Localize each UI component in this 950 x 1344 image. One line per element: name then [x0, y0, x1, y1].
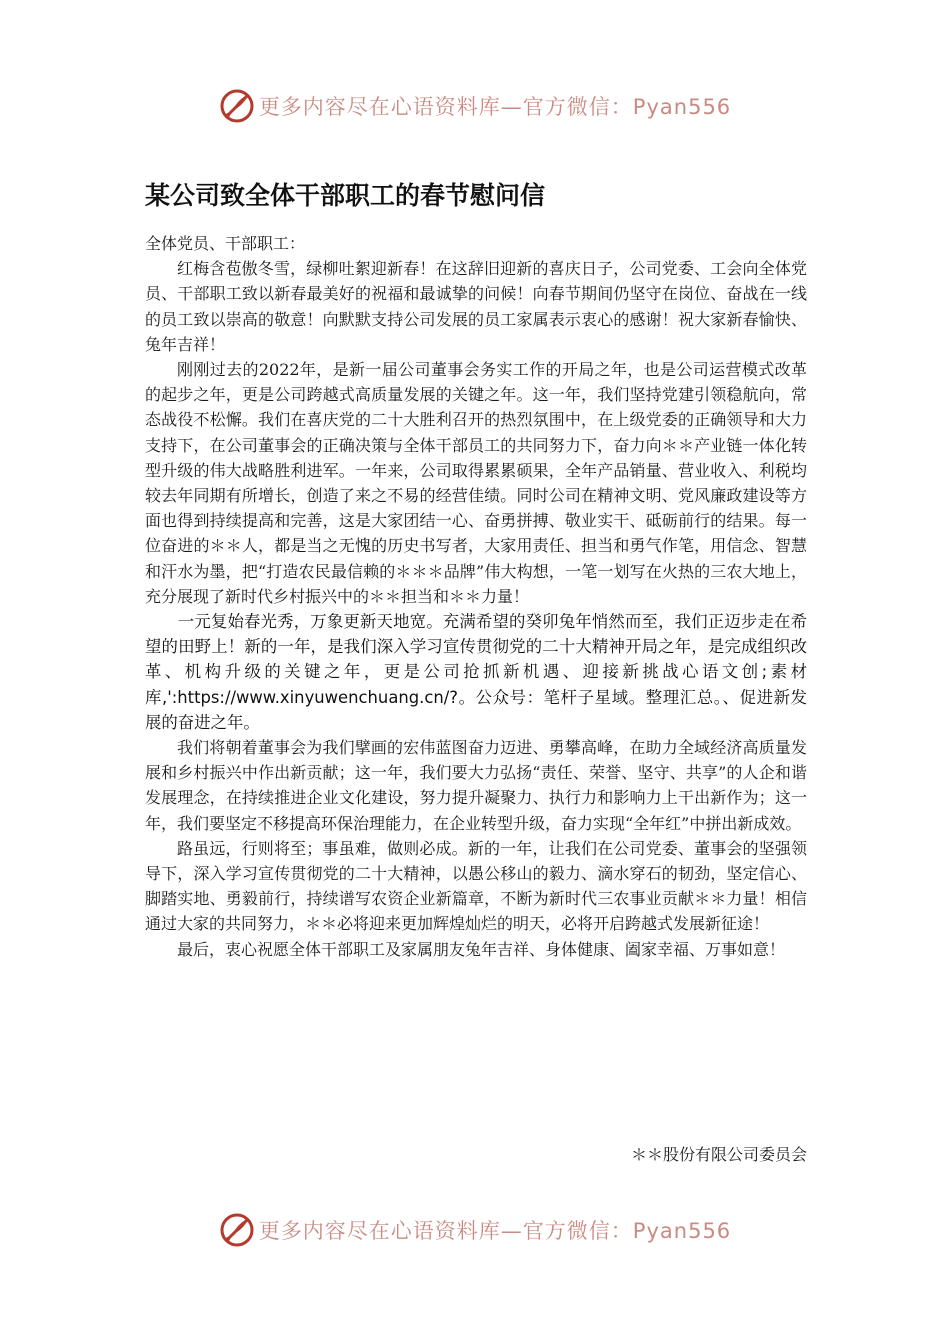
paragraph: 路虽远，行则将至；事虽难，做则必成。新的一年，让我们在公司党委、董事会的坚强领导下，深入学习宣传贯彻党的二十大精神，以愚公移山的毅力、滴水穿石的韧劲，坚定信心、脚踏实地、勇毅前行，持续谱写农资企业新篇章，不断为新时代三农事业贡献＊＊力量！相信通过大家的共同努力，＊＊必将迎来更加辉煌灿烂的明天，必将开启跨越式发展新征途！ [145, 838, 807, 934]
paragraph: 我们将朝着董事会为我们擘画的宏伟蓝图奋力迈进、勇攀高峰，在助力全域经济高质量发展和乡村振兴中作出新贡献；这一年，我们要大力弘扬“责任、荣誉、坚守、共享”的人企和谐发展理念，在持续推进企业文化建设，努力提升凝聚力、执行力和影响力上干出新作为；这一年，我们要坚定不移提高环保治理能力，在企业转型升级，奋力实现“全年红”中拼出新成效。 [145, 738, 807, 833]
signature: ＊＊股份有限公司委员会 [630, 1145, 807, 1164]
quill-logo-icon [219, 88, 255, 124]
paragraph: 一元复始春光秀，万象更新天地宽。充满希望的癸卯兔年悄然而至，我们正迈步走在希望的田野上！新的一年，是我们深入学习宣传贯彻党的二十大精神开局之年，是完成组织改革、机构升级的关键之年，更是公司抢抓新机遇、迎接新挑战心语文创;素材库,':https://www.xinyuwenchuang.cn/?。公众号：笔杆子星域。整理汇总。、促进新发展的奋进之年。 [145, 612, 807, 732]
header-banner-text: 更多内容尽在心语资料库—官方微信：Pyan556 [258, 95, 732, 119]
paragraph: 红梅含苞傲冬雪，绿柳吐絮迎新春！在这辞旧迎新的喜庆日子，公司党委、工会向全体党员、干部职工致以新春最美好的祝福和最诚挚的问候！向春节期间仍坚守在岗位、奋战在一线的员工致以崇高的敬意！向默默支持公司发展的员工家属表示衷心的感谢！祝大家新春愉快、兔年吉祥！ [145, 259, 807, 354]
footer-banner [0, 1210, 950, 1250]
letter-body [145, 231, 807, 962]
document-title: 某公司致全体干部职工的春节慰问信 [145, 181, 546, 210]
paragraph: 最后，衷心祝愿全体干部职工及家属朋友兔年吉祥、身体健康、阖家幸福、万事如意！ [177, 939, 786, 959]
header-banner [0, 86, 950, 126]
footer-banner-text: 更多内容尽在心语资料库—官方微信：Pyan556 [258, 1219, 732, 1243]
salutation: 全体党员、干部职工： [145, 234, 306, 253]
quill-logo-icon [219, 1212, 255, 1248]
paragraph: 刚刚过去的2022年，是新一届公司董事会务实工作的开局之年，也是公司运营模式改革的起步之年，更是公司跨越式高质量发展的关键之年。这一年，我们坚持党建引领稳航向，常态战役不松懈。我们在喜庆党的二十大胜利召开的热烈氛围中，在上级党委的正确领导和大力支持下，在公司董事会的正确决策与全体干部员工的共同努力下，奋力向＊＊产业链一体化转型升级的伟大战略胜利进军。一年来，公司取得累累硕果，全年产品销量、营业收入、利税均较去年同期有所增长，创造了来之不易的经营佳绩。同时公司在精神文明、党风廉政建设等方面也得到持续提高和完善，这是大家团结一心、奋勇拼搏、敬业实干、砥砺前行的结果。每一位奋进的＊＊人，都是当之无愧的历史书写者，大家用责任、担当和勇气作笔，用信念、智慧和汗水为墨，把“打造农民最信赖的＊＊＊品牌”伟大构想，一笔一划写在火热的三农大地上，充分展现了新时代乡村振兴中的＊＊担当和＊＊力量！ [145, 360, 807, 606]
